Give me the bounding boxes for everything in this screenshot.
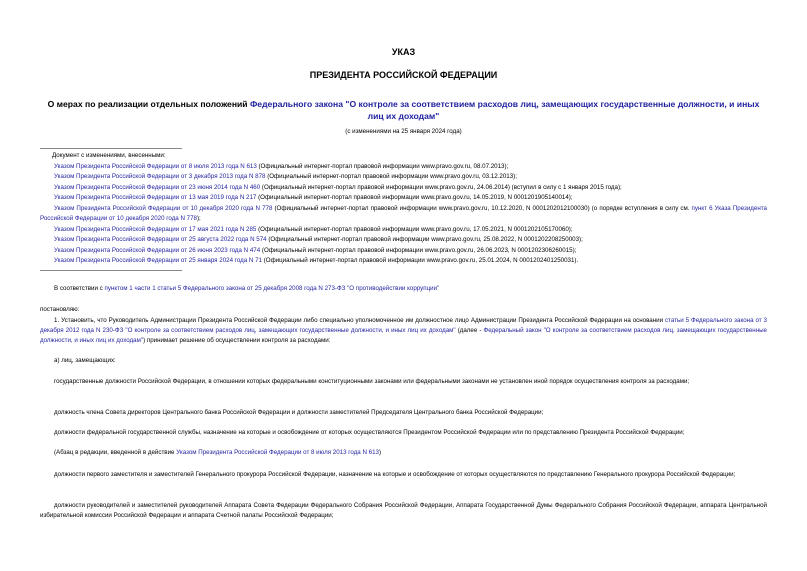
change-link[interactable]: Указом Президента Российской Федерации от 10 декабря 2020 года N 778: [54, 204, 273, 212]
doc-subject: [40, 99, 767, 122]
p1-article-link[interactable]: статьи 5 Федерального закона от 3 декабря 2012 года N 230-ФЗ "О контроле за соответствием расходов лиц, замещающих государственные должности, и иных лиц их доходам": [40, 317, 767, 334]
change-text: (Официальный интернет-портал правовой информации www.pravo.gov.ru, 14.05.2019, N 0001201905140014);: [256, 194, 573, 201]
changes-list: [40, 151, 767, 267]
change-link[interactable]: Указом Президента Российской Федерации от 23 июня 2014 года N 460: [54, 183, 261, 191]
change-link[interactable]: Указом Президента Российской Федерации от 13 мая 2019 года N 217: [54, 194, 257, 201]
p1-text-c: ) принимает решение об осуществлении контроля за расходами:: [143, 337, 331, 344]
p1-text-a: 1. Установить, что Руководитель Администрации Президента Российской Федерации либо специально уполномоченное им должностное лицо Администрации Президента Российской Федерации на основании: [54, 317, 666, 324]
paragraph-central-bank: должность члена Совета директоров Центрального банка Российской Федерации и должности заместителей Председателя Центрального банка Российской Федерации;: [54, 409, 544, 416]
change-text: (Официальный интернет-портал правовой информации www.pravo.gov.ru, 17.05.2021, N 0001202105170060);: [256, 225, 573, 233]
change-link[interactable]: Указом Президента Российской Федерации от 17 мая 2021 года N 285: [54, 225, 257, 233]
change-item: [40, 172, 767, 183]
change-link[interactable]: Указом Президента Российской Федерации от 8 июля 2013 года N 613: [54, 162, 257, 170]
change-text: (Официальный интернет-портал правовой информации www.pravo.gov.ru, 08.07.2013);: [256, 162, 509, 170]
change-effect-link[interactable]: пункт 6 Указа Президента Российской Федерации от 10 декабря 2020 года N 778: [40, 204, 767, 222]
paragraph-federal-service: должности федеральной государственной службы, назначение на которые и освобождение от которых осуществляются Президентом Российской Федерации или по представлению Президента Российской Федерации;: [54, 429, 685, 436]
paragraph-apparatus: должности руководителей и заместителей руководителей Аппарата Совета Федерации Федерального Собрания Российской Федерации, Аппарата Государственной Думы Федерального Собрания Российской Федерации, аппарата Центральной избирательной комиссии Российской Федерации и аппарата Счетной палаты Российской Федерации;: [40, 502, 767, 519]
change-text: (Официальный интернет-портал правовой информации www.pravo.gov.ru, 25.01.2024, N 0001202401250031).: [262, 257, 579, 264]
changes-top-divider: [40, 148, 182, 149]
note-link[interactable]: Указом Президента Российской Федерации от 8 июля 2013 года N 613: [176, 449, 379, 456]
change-link[interactable]: Указом Президента Российской Федерации от 26 июня 2023 года N 474: [54, 246, 261, 254]
change-item: [40, 162, 767, 173]
change-item: [40, 235, 767, 246]
change-text: (Официальный интернет-портал правовой информации www.pravo.gov.ru, 10.12.2020, N 0001202012100030) (о порядке вступления в силу см.: [272, 204, 692, 212]
decree-word: постановляю:: [40, 306, 80, 313]
doc-type-title: УКАЗ: [391, 47, 416, 57]
change-text: (Официальный интернет-портал правовой информации www.pravo.gov.ru, 26.06.2023, N 0001202306260015);: [260, 246, 577, 254]
paragraph-state-positions: государственные должности Российской Федерации, в отношении которых федеральными конституционными законами или федеральными законами не установлен иной порядок осуществления контроля за расходами;: [54, 378, 690, 385]
subject-prefix: О мерах по реализации отдельных положений: [47, 99, 250, 109]
note-suffix: ): [378, 449, 382, 456]
amendment-note: [40, 448, 767, 458]
change-item: [40, 204, 767, 225]
paragraph-1: [40, 316, 767, 346]
basis-paragraph: [40, 284, 767, 294]
changes-bottom-divider: [40, 270, 182, 271]
change-link[interactable]: Указом Президента Российской Федерации от 25 января 2024 года N 71: [54, 257, 263, 264]
change-item: [40, 225, 767, 236]
edition-note: (с изменениями на 25 января 2024 года): [345, 128, 462, 135]
change-text: (Официальный интернет-портал правовой информации www.pravo.gov.ru, 25.08.2022, N 0001202208250003);: [266, 236, 583, 243]
basis-prefix: В соответствии с: [54, 285, 105, 292]
subject-law-link[interactable]: Федерального закона "О контроле за соответствием расходов лиц, замещающих государственные должности, и иных лиц их доходам": [249, 99, 760, 121]
paragraph-prosecutor: должности первого заместителя и заместителей Генерального прокурора Российской Федерации, назначение на которые и освобождение от которых осуществляются по представлению Генерального прокурора Российской Федерации;: [54, 471, 736, 478]
change-item: [40, 193, 767, 204]
change-link[interactable]: Указом Президента Российской Федерации от 25 августа 2022 года N 574: [54, 236, 267, 243]
p1-text-b: (далее -: [455, 327, 484, 334]
change-item: [40, 183, 767, 194]
change-tail: );: [196, 215, 201, 222]
change-link[interactable]: Указом Президента Российской Федерации от 3 декабря 2013 года N 878: [54, 173, 266, 180]
change-text: (Официальный интернет-портал правовой информации www.pravo.gov.ru, 24.06.2014) (вступил в силу с 1 января 2015 года);: [260, 183, 622, 191]
changes-heading: Документ с изменениями, внесенными:: [52, 152, 166, 159]
basis-law-link[interactable]: пунктом 1 части 1 статьи 5 Федерального закона от 25 декабря 2008 года N 273-ФЗ "О противодействии коррупции": [104, 285, 440, 292]
subparagraph-a: а) лиц, замещающих:: [54, 357, 116, 364]
change-text: (Официальный интернет-портал правовой информации www.pravo.gov.ru, 03.12.2013);: [265, 173, 517, 180]
change-item: [40, 256, 767, 267]
doc-issuer-title: ПРЕЗИДЕНТА РОССИЙСКОЙ ФЕДЕРАЦИИ: [309, 70, 498, 80]
change-item: [40, 246, 767, 257]
p1-law-link[interactable]: Федеральный закон "О контроле за соответствием расходов лиц, замещающих государственные должности, и иных лиц их доходам": [40, 327, 767, 344]
note-prefix: (Абзац в редакции, введенной в действие: [54, 449, 177, 456]
